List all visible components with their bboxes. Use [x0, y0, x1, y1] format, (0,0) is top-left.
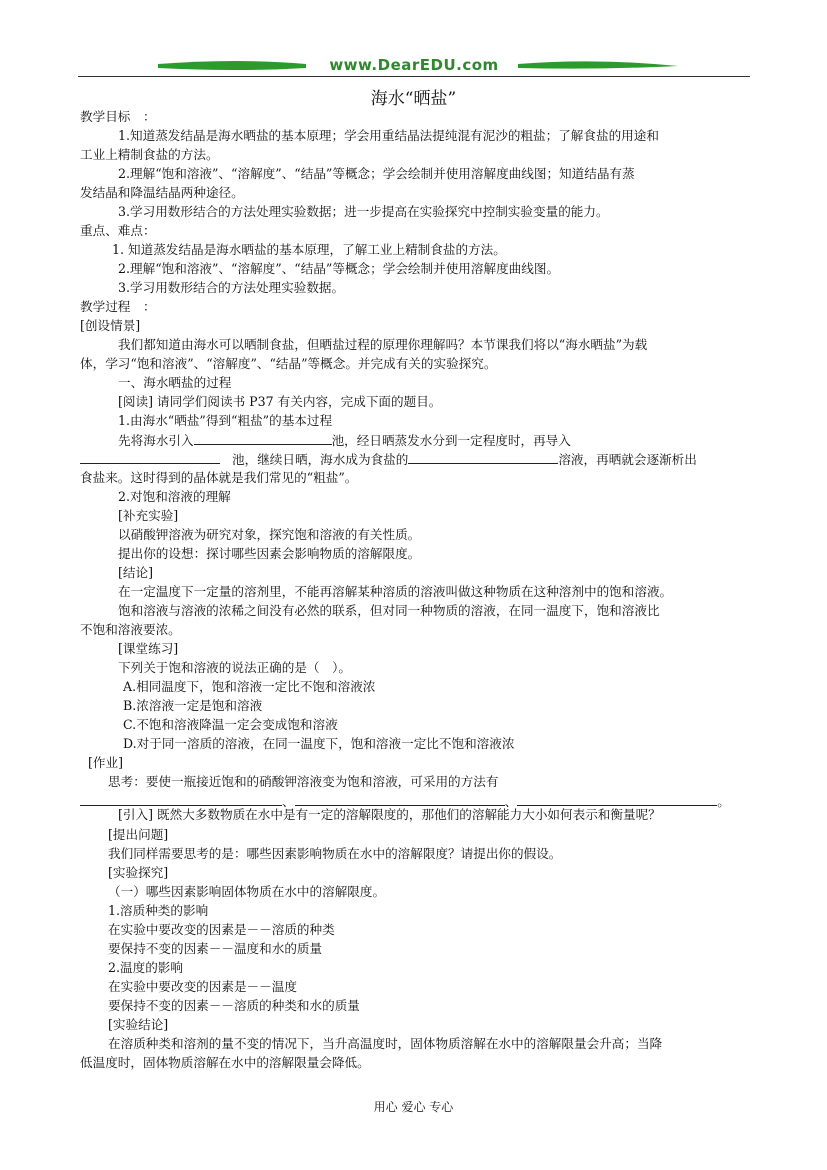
text-line: 在一定温度下一定量的溶剂里，不能再溶解某种溶质的溶液叫做这种物质在这种溶剂中的饱和溶液。	[118, 584, 673, 599]
text-line: 要保持不变的因素－－溶质的种类和水的质量	[108, 998, 360, 1013]
text-line: 2.理解“饱和溶液”、“溶解度”、“结晶”等概念；学会绘制并使用溶解度曲线图。	[118, 261, 560, 276]
text-line: 饱和溶液与溶液的浓稀之间没有必然的联系，但对同一种物质的溶液，在同一温度下，饱和溶液比	[118, 603, 660, 618]
page-footer: 用心 爱心 专心	[373, 1100, 454, 1114]
text-segment: 池，继续日晒，海水成为食盐的	[232, 452, 409, 467]
fill-blank-line	[118, 432, 571, 449]
text-line: 1.由海水“晒盐”得到“粗盐”的基本过程	[118, 413, 333, 428]
text-line: 要保持不变的因素－－温度和水的质量	[108, 941, 323, 956]
text-line: [引入] 既然大多数物质在水中是有一定的溶解限度的，那他们的溶解能力大小如何表示和衡量呢？	[118, 807, 661, 822]
text-segment: 先将海水引入	[118, 433, 194, 448]
text-line: [实验探究]	[108, 865, 169, 880]
text-line: （一）哪些因素影响固体物质在水中的溶解限度。	[108, 884, 386, 899]
text-line: 在溶质种类和溶剂的量不变的情况下，当升高温度时，固体物质溶解在水中的溶解限量会升高；当降	[108, 1036, 663, 1051]
answer-blank[interactable]	[295, 793, 505, 806]
text-line: 在实验中要改变的因素是－－溶质的种类	[108, 922, 335, 937]
text-line: 在实验中要改变的因素是－－温度	[108, 979, 297, 994]
text-line: 2.理解“饱和溶液”、“溶解度”、“结晶”等概念；学会绘制并使用溶解度曲线图；知道结晶有蒸	[118, 166, 635, 181]
text-line: 低温度时，固体物质溶解在水中的溶解限量会降低。	[80, 1055, 370, 1070]
text-line: [课堂练习]	[118, 641, 179, 656]
text-line: 不饱和溶液要浓。	[80, 622, 181, 637]
option-a: A.相同温度下，饱和溶液一定比不饱和溶液浓	[123, 679, 376, 694]
answer-blank[interactable]	[80, 451, 220, 464]
text-line: 2.对饱和溶液的理解	[118, 489, 231, 504]
text-line: 1.溶质种类的影响	[108, 903, 209, 918]
text-line: 体，学习“饱和溶液”、“溶解度”、“结晶”等概念。并完成有关的实验探究。	[80, 356, 497, 371]
text-segment: 池，经日晒蒸发水分到一定程度时，再导入	[331, 433, 571, 448]
text-line: [创设情景]	[80, 318, 141, 333]
text-segment: 。	[717, 794, 730, 809]
text-line: 工业上精制食盐的方法。	[80, 147, 219, 162]
site-logo-text: www.DearEDU.com	[329, 56, 499, 74]
header-rule	[78, 76, 750, 77]
text-line: 我们同样需要思考的是：哪些因素影响物质在水中的溶解限度？请提出你的假设。	[108, 846, 562, 861]
page-title: 海水“晒盐”	[370, 89, 457, 109]
text-line: 1.知道蒸发结晶是海水晒盐的基本原理；学会用重结晶法提纯混有泥沙的粗盐；了解食盐的用途和	[118, 128, 659, 143]
text-line: 2.温度的影响	[108, 960, 183, 975]
text-line: 下列关于饱和溶液的说法正确的是（ ）。	[118, 660, 351, 675]
text-segment: 、	[504, 794, 518, 809]
text-line: [作业]	[88, 755, 124, 770]
text-line: 以硝酸钾溶液为研究对象，探究饱和溶液的有关性质。	[118, 527, 421, 542]
fill-blank-line	[80, 451, 697, 468]
option-c: C.不饱和溶液降温一定会变成饱和溶液	[123, 717, 338, 732]
text-line: 食盐来。这时得到的晶体就是我们常见的“粗盐”。	[80, 470, 358, 485]
text-segment: 溶液，再晒就会逐渐析出	[558, 452, 697, 467]
text-segment: 、	[282, 794, 295, 809]
text-line: 3.学习用数形结合的方法处理实验数据。	[118, 280, 345, 295]
answer-blank[interactable]	[194, 432, 332, 445]
text-line: 1. 知道蒸发结晶是海水晒盐的基本原理，了解工业上精制食盐的方法。	[112, 242, 506, 257]
text-line: 重点、难点：	[80, 223, 156, 238]
text-line: [阅读] 请同学们阅读书 P37 有关内容，完成下面的题目。	[118, 394, 442, 409]
text-line: 思考：要使一瓶接近饱和的硝酸钾溶液变为饱和溶液，可采用的方法有	[108, 774, 499, 789]
option-b: B.浓溶液一定是饱和溶液	[123, 698, 263, 713]
text-line: 我们都知道由海水可以晒制食盐，但晒盐过程的原理你理解吗？本节课我们将以“海水晒盐”为载	[118, 337, 648, 352]
answer-blank[interactable]	[408, 451, 558, 464]
text-line: 教学目标 ：	[80, 109, 156, 124]
option-d: D.对于同一溶质的溶液，在同一温度下，饱和溶液一定比不饱和溶液浓	[123, 736, 515, 751]
answer-blank[interactable]	[80, 793, 282, 806]
text-line: [实验结论]	[108, 1017, 169, 1032]
text-line: [补充实验]	[118, 508, 179, 523]
text-line: 教学过程 ：	[80, 299, 156, 314]
text-line: [提出问题]	[108, 827, 169, 842]
text-line: 一、海水晒盐的过程	[118, 375, 232, 390]
answer-blank[interactable]	[517, 793, 717, 806]
text-line: 3.学习用数形结合的方法处理实验数据；进一步提高在实验探究中控制实验变量的能力。	[118, 204, 609, 219]
text-line: 提出你的设想：探讨哪些因素会影响物质的溶解限度。	[118, 546, 421, 561]
text-line: [结论]	[118, 565, 154, 580]
text-line: 发结晶和降温结晶两种途径。	[80, 185, 244, 200]
